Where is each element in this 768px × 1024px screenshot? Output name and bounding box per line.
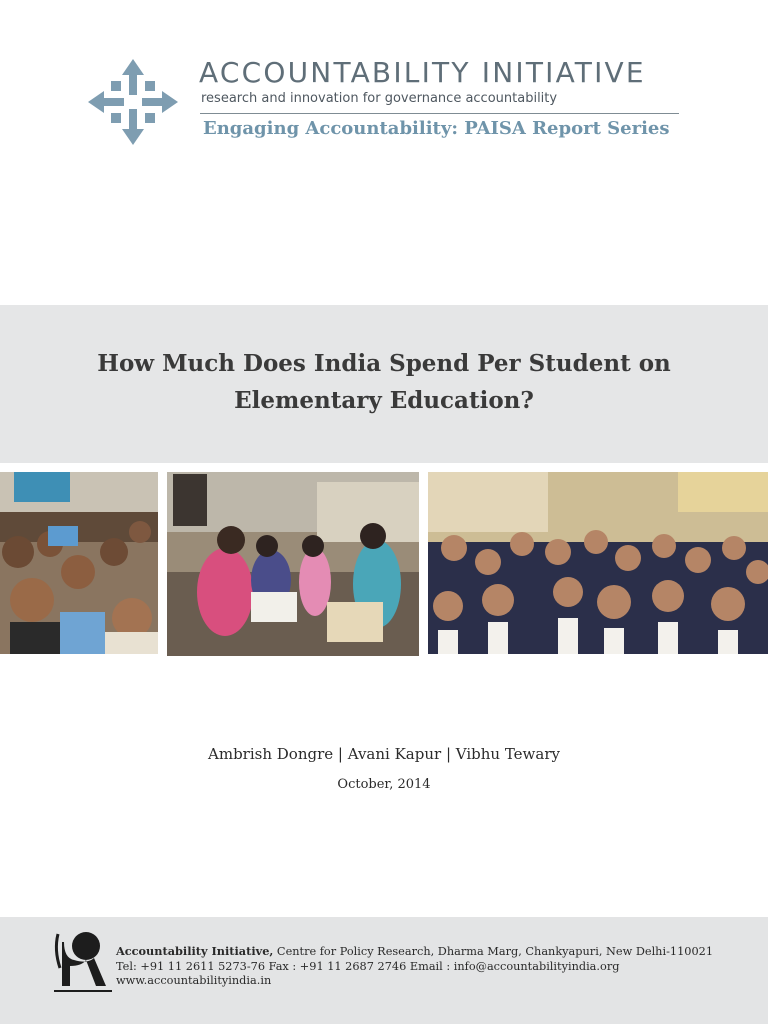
series-title: Engaging Accountability: PAISA Report Series [203,118,670,139]
report-title-line-2: Elementary Education? [234,387,534,414]
cpr-logo-icon [52,924,114,996]
footer-address: Centre for Policy Research, Dharma Marg, Chankyapuri, New Delhi-110021 [273,945,714,958]
report-date: October, 2014 [337,777,431,792]
footer-contact [116,944,713,989]
org-tagline: research and innovation for governance accountability [201,91,558,106]
footer-org-name: Accountability Initiative, [116,944,274,958]
footer-contact-line: Tel: +91 11 2611 5273-76 Fax : +91 11 2687 2746 Email : info@accountabilityindia.org [116,959,620,973]
accountability-initiative-logo-icon [86,57,180,147]
photo-children-classroom [0,472,158,654]
photo-students-group [428,472,768,654]
authors: Ambrish Dongre | Avani Kapur | Vibhu Tewary [208,745,560,763]
photo-girls-studying [167,472,419,656]
footer-website-link[interactable]: www.accountabilityindia.in [116,974,272,988]
header-divider [200,113,679,114]
report-title [40,345,728,419]
report-title-line-1: How Much Does India Spend Per Student on [97,350,671,377]
org-name: ACCOUNTABILITY INITIATIVE [199,56,646,89]
